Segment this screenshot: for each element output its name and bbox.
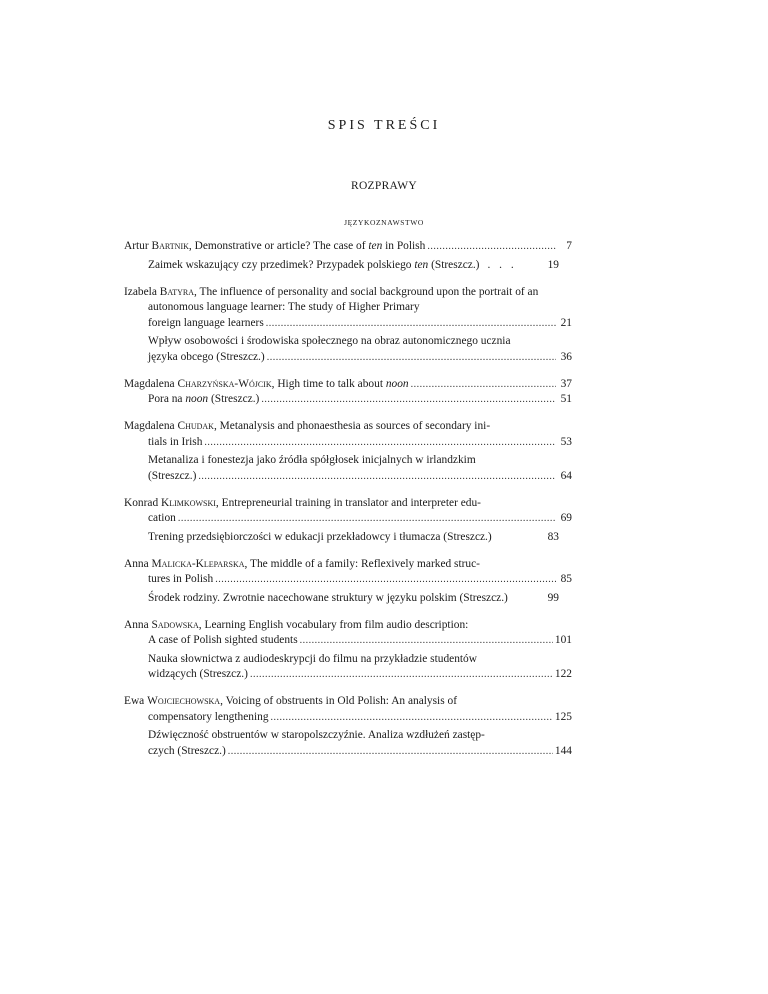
- article-title-line: Voicing of obstruents in Old Polish: An analysis of: [225, 695, 457, 707]
- abstract-page-number: 144: [554, 744, 572, 757]
- page-number: 21: [560, 316, 572, 329]
- toc-entry: Konrad Klimkowski, Entrepreneurial training in translator and interpreter edu- cation ..... 69 Trening przedsiębiorczości w edukacji przekładowcy i tłumacza (Streszcz.) 83: [124, 496, 572, 546]
- article-title-line: The middle of a family: Reflexively marked struc-: [250, 557, 480, 570]
- author-last-name: Wojciechowska: [147, 695, 221, 707]
- abstract-page-number: 64: [560, 469, 572, 482]
- author-last-name: Bartnik: [151, 240, 189, 252]
- article-title-italic: noon: [385, 377, 409, 390]
- abstract-title-tail: (Streszcz.): [208, 393, 260, 405]
- abstract-title-line: widzących (Streszcz.): [148, 668, 248, 680]
- article-title: High time to talk about: [277, 377, 386, 390]
- article-title-italic: ten: [368, 240, 383, 252]
- section-heading: ROZPRAWY: [350, 180, 417, 192]
- abstract-title-line: Środek rodziny. Zwrotnie nacechowane struktury w języku polskim (Streszcz.): [148, 591, 508, 604]
- toc-entry: Izabela Batyra, The influence of personality and social background upon the portrait of an autonomous language learner: The study of Higher Primary foreign language learners ..... 21 Wpływ osobowości i środowiska społecznego na obraz autonomicznego ucznia języka obcego (Streszcz.) ..... 36: [124, 285, 572, 366]
- abstract-page-number: 19: [547, 258, 559, 271]
- toc-entry: Anna Malicka-Kleparska, The middle of a family: Reflexively marked struc- tures in Polish ..... 85 Środek rodziny. Zwrotnie nacechowane struktury w języku polskim (Streszcz.) 99: [124, 557, 572, 607]
- dot-leader: [204, 435, 556, 451]
- dot-leader: [261, 392, 556, 408]
- abstract-title-line: Wpływ osobowości i środowiska społecznego na obraz autonomicznego ucznia: [148, 335, 511, 347]
- toc-entry: Magdalena Chudak, Metanalysis and phonaesthesia as sources of secondary ini- tials in Irish ..... 53 Metanaliza i fonestezja jako źródła spółgłosek inicjalnych w irlandzkim (Streszcz.) ..... 64: [124, 419, 572, 484]
- article-title-line: tials in Irish: [148, 435, 203, 448]
- dot-leader: [250, 667, 553, 683]
- abstract-page-number: 99: [547, 591, 559, 604]
- dot-leader: [300, 633, 553, 649]
- author-last-name: Malicka-Kleparska: [151, 557, 245, 570]
- article-title-line: Learning English vocabulary from film audio description:: [204, 618, 469, 631]
- article-title-line: autonomous language learner: The study of Higher Primary: [148, 301, 420, 313]
- abstract-title-line: Dźwięczność obstruentów w staropolszczyźnie. Analiza wzdłużeń zastęp-: [148, 729, 485, 741]
- article-title-tail: in Polish: [382, 240, 426, 252]
- dot-leader: [427, 239, 556, 255]
- toc-entry: Anna Sadowska, Learning English vocabulary from film audio description: A case of Polish sighted students ..... 101 Nauka słownictwa z audiodeskrypcji do filmu na przykładzie studentów widzących (Streszcz.) ..... 122: [124, 618, 572, 683]
- page-number: 125: [554, 710, 572, 723]
- article-title-line: A case of Polish sighted students: [148, 634, 298, 646]
- abstract-page-number: 51: [560, 393, 572, 405]
- dot-leader: [198, 469, 556, 485]
- toc-entry-title-line: Artur Bartnik, Demonstrative or article? The case of ten in Polish ..... 7: [124, 239, 572, 255]
- abstract-title-italic: noon: [185, 393, 209, 405]
- toc-entry: Magdalena Charzyńska-Wójcik, High time to talk about noon ..... 37 Pora na noon (Streszcz.) ..... 51: [124, 377, 572, 408]
- dot-leader: [215, 572, 556, 588]
- article-title-line: cation: [148, 512, 176, 524]
- toc-entry: [124, 239, 572, 273]
- abstract-title: Zaimek wskazujący czy przedimek? Przypadek polskiego: [148, 258, 415, 271]
- author-first-name: Ewa: [124, 695, 145, 707]
- abstract-title: Pora na: [148, 393, 186, 405]
- page-number: 7: [566, 240, 572, 252]
- author-last-name: Charzyńska-Wójcik: [177, 377, 272, 390]
- author-last-name: Batyra: [159, 285, 195, 298]
- author-first-name: Konrad: [124, 496, 159, 509]
- author-first-name: Izabela: [124, 285, 157, 298]
- page-number: 101: [554, 634, 572, 646]
- abstract-page-number: 122: [554, 668, 572, 680]
- page-number: 85: [560, 573, 572, 585]
- abstract-title-line: języka obcego (Streszcz.): [148, 350, 265, 363]
- abstract-title-tail: (Streszcz.): [428, 258, 480, 271]
- author-last-name: Klimkowski: [161, 496, 216, 509]
- abstract-title-italic: ten: [414, 258, 429, 271]
- page-number: 37: [560, 377, 572, 390]
- article-title: Demonstrative or article? The case of: [194, 240, 369, 252]
- page-number: 53: [560, 435, 572, 448]
- page-title: SPIS TREŚCI: [327, 118, 441, 133]
- abstract-title-line: Nauka słownictwa z audiodeskrypcji do filmu na przykładzie studentów: [148, 652, 477, 665]
- article-title-line: foreign language learners: [148, 316, 264, 329]
- author-first-name: Magdalena: [124, 420, 175, 432]
- author-first-name: Magdalena: [124, 377, 175, 390]
- abstract-page-number: 83: [547, 530, 559, 543]
- article-title-line: compensatory lengthening: [148, 710, 269, 723]
- article-title-line: Entrepreneurial training in translator and interpreter edu-: [221, 496, 481, 509]
- dot-leader: [266, 316, 556, 332]
- toc-entry: Ewa Wojciechowska, Voicing of obstruents in Old Polish: An analysis of compensatory lengthening ..... 125 Dźwięczność obstruentów w staropolszczyźnie. Analiza wzdłużeń zastęp- czych (Streszcz.) ..... 144: [124, 694, 572, 759]
- author-last-name: Chudak: [177, 420, 214, 432]
- abstract-title-line: (Streszcz.): [148, 469, 197, 482]
- article-title-line: Metanalysis and phonaesthesia as sources of secondary ini-: [219, 420, 491, 432]
- table-of-contents: [124, 239, 572, 771]
- abstract-title-line: Metanaliza i fonestezja jako źródła spółgłosek inicjalnych w irlandzkim: [148, 454, 476, 466]
- dot-leader: [228, 744, 553, 760]
- author-last-name: Sadowska: [151, 618, 199, 631]
- article-title-line: The influence of personality and social background upon the portrait of an: [199, 285, 539, 298]
- ellipsis: . . .: [487, 258, 517, 271]
- subsection-heading: JĘZYKOZNAWSTWO: [344, 218, 424, 227]
- dot-leader: [178, 511, 556, 527]
- article-title-line: tures in Polish: [148, 573, 214, 585]
- author-first-name: Anna: [124, 557, 149, 570]
- author-first-name: Artur: [124, 240, 149, 252]
- page-number: 69: [560, 512, 572, 524]
- dot-leader: [271, 710, 553, 726]
- abstract-title-line: Trening przedsiębiorczości w edukacji przekładowcy i tłumacza (Streszcz.): [148, 530, 492, 543]
- abstract-line: [124, 258, 572, 274]
- dot-leader: [267, 350, 556, 366]
- abstract-title-line: czych (Streszcz.): [148, 744, 226, 757]
- dot-leader: [411, 377, 556, 393]
- abstract-page-number: 36: [560, 350, 572, 363]
- author-first-name: Anna: [124, 618, 149, 631]
